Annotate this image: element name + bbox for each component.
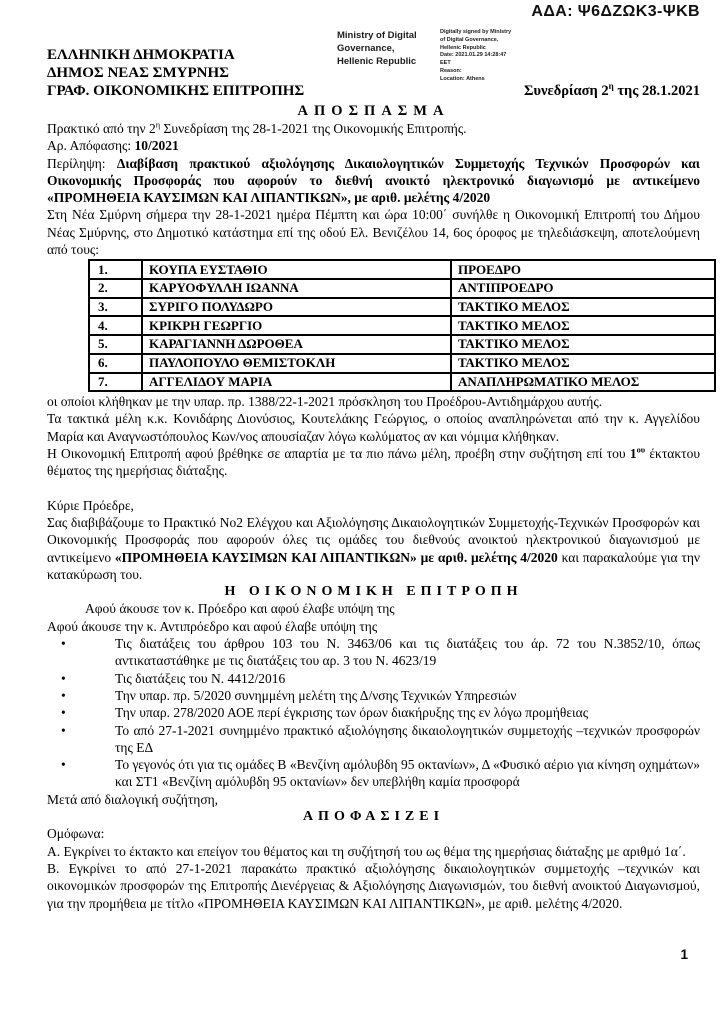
member-number: 3. [89,298,142,317]
member-name: ΣΥΡΙΓΟ ΠΟΛΥΔΩΡΟ [142,298,451,317]
member-name: ΚΟΥΠΑ ΕΥΣΤΑΘΙΟ [142,260,451,279]
list-item: • Το από 27-1-2021 συνημμένο πρακτικό αξιολόγησης δικαιολογητικών συμμετοχής –τεχνικών προσφορών της ΕΔ [47,722,700,757]
table-row [89,279,715,298]
summary-paragraph [47,155,700,207]
signature-detail-line: Digitally signed by Ministry [440,29,512,35]
session-date: Συνεδρίαση $2^\eta$ της 28.1.2021 [524,81,700,99]
member-number: 5. [89,335,142,354]
member-role: ΑΝΤΙΠΡΟΕΔΡΟ [451,279,715,298]
meeting-paragraph: Στη Νέα Σμύρνη σήμερα την 28-1-2021 ημέρα Πέμπτη και ώρα 10:00΄ συνήλθε η Οικονομική Επιτροπή του Δήμου Νέας Σμύρνης, στο Δημοτικό κατάστημα επί της οδού Ελ. Βενιζέλου 14, 6ος όροφος με τηλεδιάσκεψη, αποτελούμενη από τους: [47,207,700,258]
member-number: 6. [89,354,142,373]
decision-number-value: 10/2021 [134,138,179,154]
org-header-municipality: ΔΗΜΟΣ ΝΕΑΣ ΣΜΥΡΝΗΣ [47,65,229,81]
list-item: • Το γεγονός ότι για τις ομάδες Β «Βενζίνη αμόλυβδη 95 οκτανίων», Δ «Φυσικό αέριο για κίνηση οχημάτων» και ΣΤ1 «Βενζίνη αμόλυβδη 95 οκτανίων» δεν υπεβλήθη καμία προσφορά [47,756,700,791]
decision-item-b: Β. Εγκρίνει το από 27-1-2021 παρακάτω πρακτικό αξιολόγησης δικαιολογητικών συμμετοχής –τεχνικών και οικονομικών προσφορών της Επιτροπής Διενέργειας & Αξιολόγησης Διαγωνισμών, του διεθνή ανοικτού Διαγωνισμού, για την προμήθεια με τίτλο «ΠΡΟΜΗΘΕΙΑ ΚΑΥΣΙΜΩΝ ΚΑΙ ΛΙΠΑΝΤΙΚΩΝ», με αριθ. μελέτης 4/2020. [47,860,700,911]
member-number: 1. [89,260,142,279]
signature-detail-line: of Digital Governance, [440,36,499,43]
decision-item-a: Α. Εγκρίνει το έκτακτο και επείγον του θέματος και τη συζήτησή του ως θέμα της ημερήσιας διάταξης με αριθμό 1α΄. [47,843,686,859]
member-name: ΑΓΓΕΛΙΔΟΥ ΜΑΡΙΑ [142,373,451,392]
page-number: 1 [680,947,688,962]
table-row [89,335,715,354]
signature-detail-line: Hellenic Republic [440,44,486,51]
invitation-paragraph: οι οποίοι κλήθηκαν με την υπαρ. πρ. 1388/22-1-2021 πρόσκληση του Προέδρου-Αντιδημάρχου αυτής. [47,394,603,410]
org-header-country: ΕΛΛΗΝΙΚΗ ΔΗΜΟΚΡΑΤΙΑ [47,47,235,63]
after-discussion-line: Μετά από διαλογική συζήτηση, [47,791,219,807]
considerations-list [47,635,700,791]
quorum-paragraph: Η Οικονομική Επιτροπή αφού βρέθηκε σε απαρτία με τα πιο πάνω μέλη, προέβη στην συζήτηση επί του $1^{o\upsilon}$ έκτακτου θέματος της ημερήσιας διάταξης. [47,445,700,479]
heard-president-line: Αφού άκουσε τον κ. Πρόεδρο και αφού έλαβε υπόψη της [85,601,395,617]
member-number: 4. [89,316,142,335]
table-row [89,260,715,279]
signature-detail-line: Location: Athens [440,75,485,82]
member-name: ΚΡΙΚΡΗ ΓΕΩΡΓΙΟ [142,316,451,335]
intro-paragraph: Πρακτικό από την $2^\eta$ Συνεδρίαση της 28-1-2021 της Οικονομικής Επιτροπής. [47,120,467,136]
signature-detail-line: Reason: [440,67,462,74]
signature-org-line: Governance, [337,43,395,54]
decision-number: Αρ. Απόφασης: 10/2021 [47,138,179,154]
member-role: ΤΑΚΤΙΚΟ ΜΕΛΟΣ [451,316,715,335]
table-row [89,316,715,335]
absent-members-paragraph: Τα τακτικά μέλη κ.κ. Κονιδάρης Διονύσιος, Κουτελάκης Γεώργιος, ο οποίος αναπληρώνεται από την κ. Αγγελίδου Μαρία και Αναγνωστόπουλος Κων/νος απουσίαζαν λόγω κωλύματος αν και νόμιμα κλήθηκαν. [47,411,700,444]
list-item: • Τις διατάξεις του Ν. 4412/2016 [47,670,700,687]
member-name: ΚΑΡΥΟΦΥΛΛΗ ΙΩΑΝΝΑ [142,279,451,298]
table-row [89,354,715,373]
procurement-title: «ΠΡΟΜΗΘΕΙΑ ΚΑΥΣΙΜΩΝ ΚΑΙ ΛΙΠΑΝΤΙΚΩΝ» με αριθ. μελέτης 4/2020 [114,549,558,565]
org-header-office: ΓΡΑΦ. ΟΙΚΟΝΟΜΙΚΗΣ ΕΠΙΤΡΟΠΗΣ [47,83,305,99]
list-item: • Τις διατάξεις του άρθρου 103 του Ν. 3463/06 και τις διατάξεις του άρ. 72 του Ν.3852/10, όπως αντικαταστάθηκε με τις διατάξεις του αρ. 3 του Ν. 4623/19 [47,635,700,670]
member-name: ΚΑΡΑΓΙΑΝΝΗ ΔΩΡΟΘΕΑ [142,335,451,354]
member-role: ΤΑΚΤΙΚΟ ΜΕΛΟΣ [451,354,715,373]
transmittal-paragraph: Σας διαβιβάζουμε το Πρακτικό Νο2 Ελέγχου και Αξιολόγησης Δικαιολογητικών Συμμετοχής-Τεχνικών Προσφορών και Οικονομικής Προσφοράς που αφορούν όλες τις ομάδες του διεθνούς ανοικτού ηλεκτρονικού διαγωνισμού με αντικείμενο «ΠΡΟΜΗΘΕΙΑ ΚΑΥΣΙΜΩΝ ΚΑΙ ΛΙΠΑΝΤΙΚΩΝ» με αριθ. μελέτης 4/2020 και παρακαλούμε για την κατακύρωση του. [47,514,701,582]
signature-detail-line: Date: 2021.01.29 14:28:47 [440,52,507,59]
document-title: ΑΠΟΣΠΑΣΜΑ [297,103,450,119]
list-item: • Την υπαρ. πρ. 5/2020 συνημμένη μελέτη της Δ/νσης Τεχνικών Υπηρεσιών [47,687,700,704]
signature-detail-line: EET [440,60,451,67]
member-number: 7. [89,373,142,392]
summary-text: Διαβίβαση πρακτικού αξιολόγησης Δικαιολογητικών Συμμετοχής Τεχνικών Προσφορών και Οικονομικής Προσφοράς που αφορούν το διεθνή ανοικτό ηλεκτρονικό διαγωνισμό με αντικείμενο «ΠΡΟΜΗΘΕΙΑ ΚΑΥΣΙΜΩΝ ΚΑΙ ΛΙΠΑΝΤΙΚΩΝ», με αριθ. μελέτης 4/2020 [47,155,700,206]
table-row [89,373,715,392]
signature-org-line: Ministry of Digital [337,30,417,41]
list-item: • Την υπαρ. 278/2020 ΑΟΕ περί έγκρισης των όρων διακήρυξης της εν λόγω προμήθειας [47,704,700,721]
member-name: ΠΑΥΛΟΠΟΥΛΟ ΘΕΜΙΣΤΟΚΛΗ [142,354,451,373]
members-table [88,259,716,392]
summary-label: Περίληψη: [47,155,117,171]
decides-heading: ΑΠΟΦΑΣΙΖΕΙ [302,809,445,825]
signature-org-line: Hellenic Republic [337,56,417,67]
member-role: ΑΝΑΠΛΗΡΩΜΑΤΙΚΟ ΜΕΛΟΣ [451,373,715,392]
heard-vicepresident-line: Αφού άκουσε την κ. Αντιπρόεδρο και αφού έλαβε υπόψη της [47,618,378,634]
member-role: ΠΡΟΕΔΡΟ [451,260,715,279]
member-role: ΤΑΚΤΙΚΟ ΜΕΛΟΣ [451,298,715,317]
unanimous-line: Ομόφωνα: [47,826,105,842]
member-role: ΤΑΚΤΙΚΟ ΜΕΛΟΣ [451,335,715,354]
member-number: 2. [89,279,142,298]
table-row [89,298,715,317]
ada-code: ΑΔΑ: Ψ6ΔΖΩΚ3-ΨΚΒ [531,3,700,20]
committee-heading: Η ΟΙΚΟΝΟΜΙΚΗ ΕΠΙΤΡΟΠΗ [224,584,523,600]
org-header [47,46,700,100]
address-line: Κύριε Πρόεδρε, [47,497,134,513]
